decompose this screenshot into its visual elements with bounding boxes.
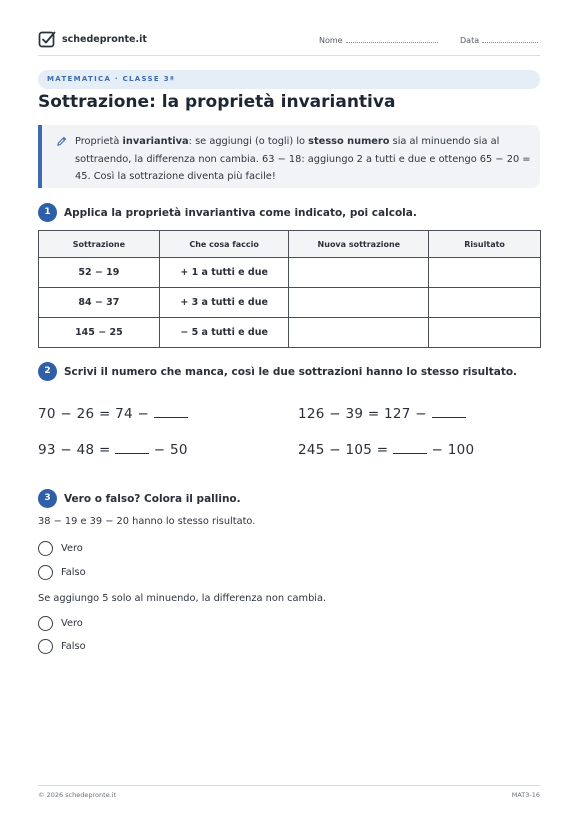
option-false-2[interactable]: [38, 639, 86, 654]
date-label: Data: [460, 36, 480, 45]
name-field[interactable]: [319, 35, 438, 45]
operation-cell: − 5 a tutti e due: [159, 318, 289, 348]
subtraction-cell: 52 − 19: [39, 258, 160, 288]
table-row: [39, 258, 541, 288]
statement-2: Se aggiungo 5 solo al minuendo, la differenza non cambia.: [38, 593, 327, 604]
copyright: © 2026 schedepronte.it: [38, 791, 117, 799]
option-false-1[interactable]: [38, 565, 86, 580]
subject-badge: MATEMATICA · CLASSE 3ª: [38, 70, 540, 89]
info-box: [38, 125, 540, 188]
brand-name: schedepronte.it: [62, 33, 147, 45]
column-header: Risultato: [429, 231, 541, 258]
column-header: Che cosa faccio: [159, 231, 289, 258]
question-number: 3: [38, 489, 57, 508]
table-header-row: [39, 231, 541, 258]
pencil-icon: [56, 136, 67, 147]
column-header: Nuova sottrazione: [289, 231, 429, 258]
subtraction-cell: 145 − 25: [39, 318, 160, 348]
table-row: [39, 288, 541, 318]
answer-blank[interactable]: [154, 405, 188, 418]
question-number: 2: [38, 362, 57, 381]
table-row: [39, 318, 541, 348]
operation-cell: + 3 a tutti e due: [159, 288, 289, 318]
page-title: Sottrazione: la proprietà invariantiva: [38, 92, 396, 112]
checkbox-logo-icon: [38, 30, 56, 48]
new-subtraction-cell[interactable]: [289, 318, 429, 348]
option-label: Vero: [61, 543, 83, 554]
brand: [38, 30, 147, 48]
equation-1: 70 − 26 = 74 −: [38, 405, 188, 422]
question-3-heading: [38, 489, 241, 508]
question-number: 1: [38, 203, 57, 222]
question-text: Vero o falso? Colora il pallino.: [64, 492, 241, 505]
option-label: Falso: [61, 641, 86, 652]
equation-4: 245 − 105 = − 100: [298, 442, 475, 458]
question-2-heading: [38, 362, 517, 381]
answer-blank[interactable]: [115, 441, 149, 454]
radio-circle[interactable]: [38, 565, 53, 580]
radio-circle[interactable]: [38, 616, 53, 631]
column-header: Sottrazione: [39, 231, 160, 258]
info-text: Proprietà invariantiva: se aggiungi (o togli) lo stesso numero sia al minuendo sia al sottraendo, la differenza non cambia. 63 − 18: aggiungo 2 a tutti e due e ottengo 65 − 20 = 45. Così la sottrazione diventa più facile!: [75, 136, 531, 182]
radio-circle[interactable]: [38, 639, 53, 654]
exercise-table: [38, 230, 541, 348]
equation-2: 126 − 39 = 127 −: [298, 405, 466, 422]
new-subtraction-cell[interactable]: [289, 288, 429, 318]
statement-1: 38 − 19 e 39 − 20 hanno lo stesso risultato.: [38, 516, 256, 527]
answer-blank[interactable]: [432, 405, 466, 418]
option-label: Vero: [61, 618, 83, 629]
question-text: Applica la proprietà invariantiva come indicato, poi calcola.: [64, 206, 417, 219]
operation-cell: + 1 a tutti e due: [159, 258, 289, 288]
new-subtraction-cell[interactable]: [289, 258, 429, 288]
answer-blank[interactable]: [393, 441, 427, 454]
option-label: Falso: [61, 567, 86, 578]
question-1-heading: [38, 203, 417, 222]
page-footer: [38, 785, 540, 799]
equation-3: 93 − 48 = − 50: [38, 442, 188, 458]
subtraction-cell: 84 − 37: [39, 288, 160, 318]
result-cell[interactable]: [429, 258, 541, 288]
result-cell[interactable]: [429, 318, 541, 348]
date-field[interactable]: [460, 35, 538, 45]
name-label: Nome: [319, 36, 343, 45]
sheet-code: MAT3-16: [511, 791, 540, 799]
radio-circle[interactable]: [38, 541, 53, 556]
page-header: [38, 30, 540, 56]
option-true-1[interactable]: [38, 541, 83, 556]
question-text: Scrivi il numero che manca, così le due sottrazioni hanno lo stesso risultato.: [64, 365, 518, 378]
result-cell[interactable]: [429, 288, 541, 318]
option-true-2[interactable]: [38, 616, 83, 631]
